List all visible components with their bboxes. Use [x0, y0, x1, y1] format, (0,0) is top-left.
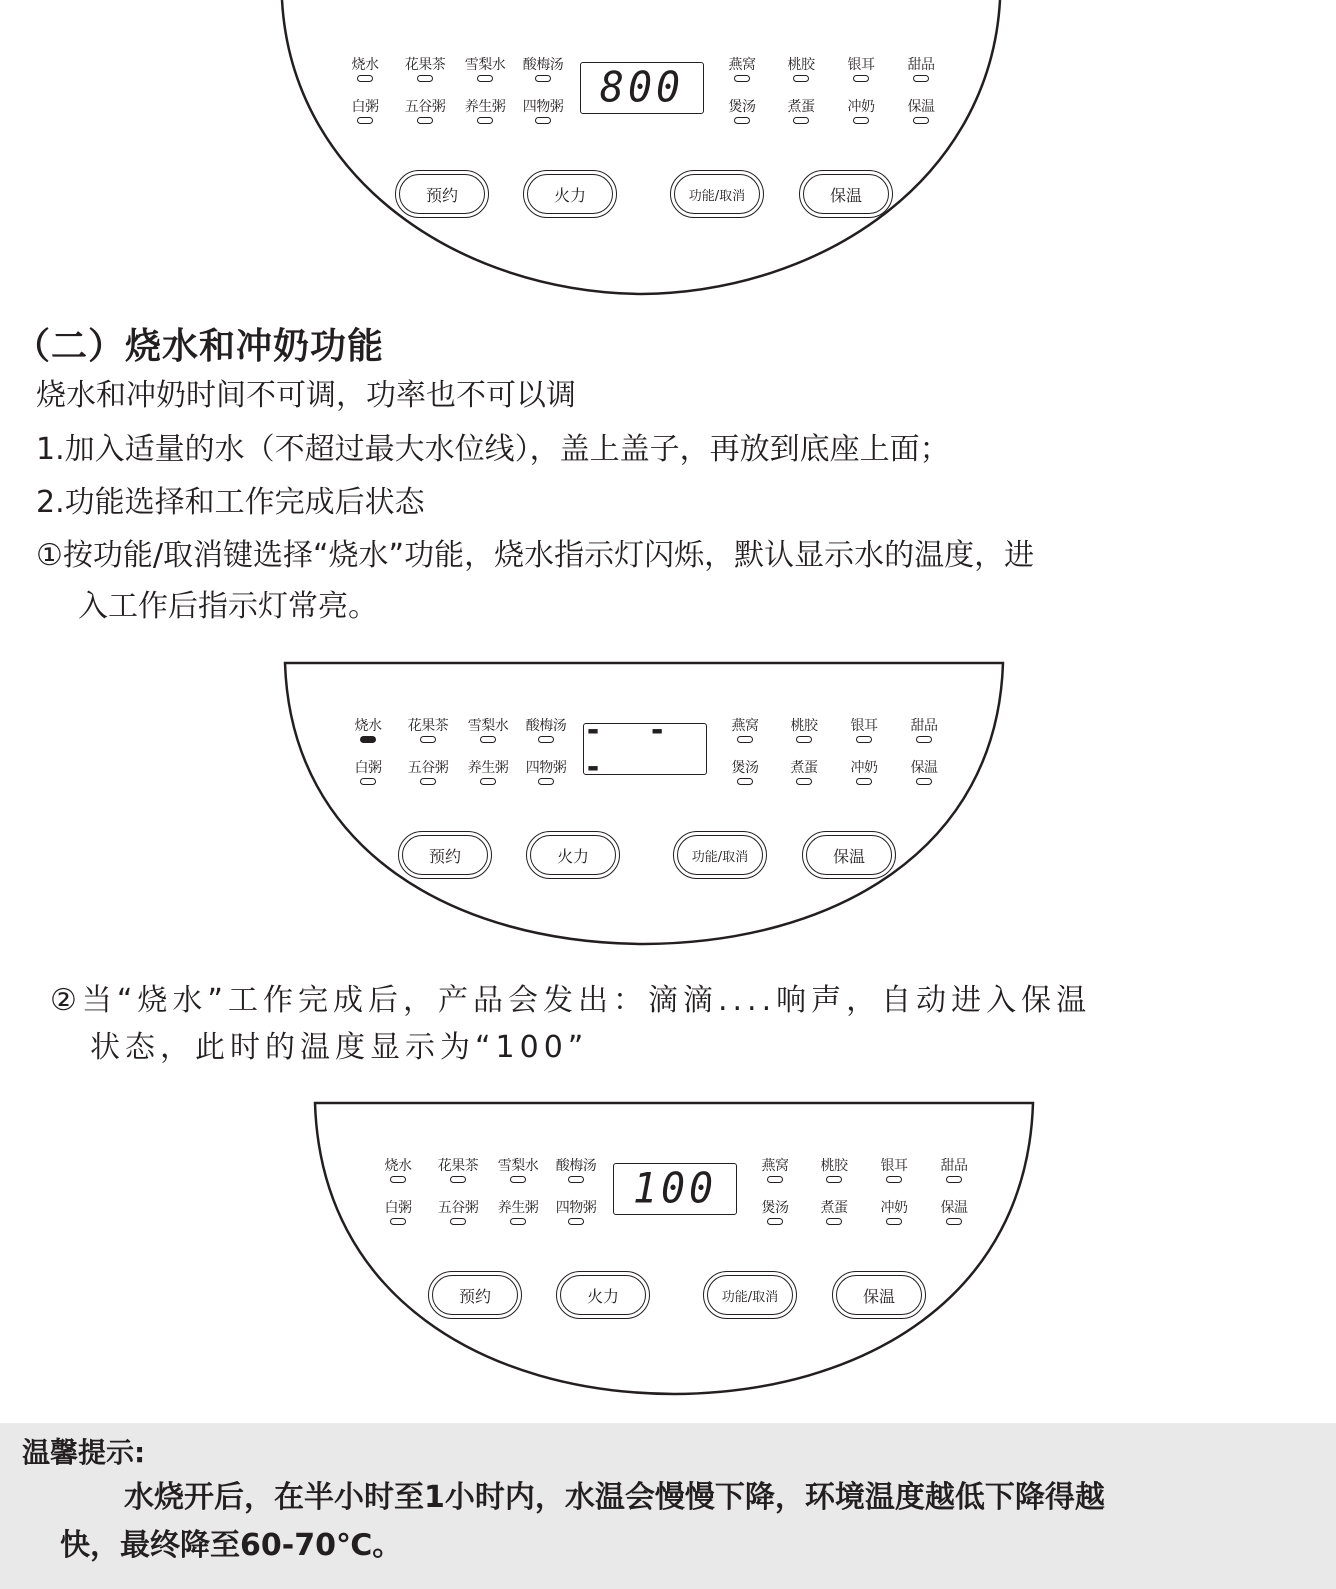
indicator-light — [737, 736, 753, 743]
indicator-label: 白粥 — [351, 99, 379, 115]
indicator-light — [793, 117, 809, 124]
indicator-light — [734, 117, 750, 124]
indicator-酸梅汤 — [541, 1155, 611, 1183]
section-heading: （二）烧水和冲奶功能 — [14, 326, 385, 367]
indicator-light — [737, 778, 753, 785]
indicator-label: 雪梨水 — [467, 718, 509, 734]
indicator-label: 白粥 — [354, 760, 382, 776]
indicator-label: 燕窝 — [761, 1158, 789, 1174]
indicator-label: 银耳 — [847, 57, 875, 73]
indicator-light — [480, 778, 496, 785]
indicator-light — [480, 736, 496, 743]
indicator-light — [767, 1218, 783, 1225]
power-button[interactable]: 火力 — [556, 1271, 650, 1319]
indicator-light — [420, 778, 436, 785]
control-panel-2 — [283, 661, 1005, 946]
power-button[interactable]: 火力 — [526, 831, 620, 879]
indicator-light — [417, 75, 433, 82]
indicator-label: 燕窝 — [728, 57, 756, 73]
reserve-button[interactable]: 预约 — [428, 1271, 522, 1319]
indicator-label: 酸梅汤 — [525, 718, 567, 734]
indicator-light — [450, 1218, 466, 1225]
display-value: 100 — [632, 1164, 718, 1214]
indicator-label: 花果茶 — [404, 57, 446, 73]
indicator-light — [913, 117, 929, 124]
indicator-light — [417, 117, 433, 124]
indicator-light — [793, 75, 809, 82]
indicator-label: 雪梨水 — [464, 57, 506, 73]
sub-step-2-line-2: 状态，此时的温度显示为“100” — [90, 1030, 589, 1065]
indicator-保温 — [886, 96, 956, 124]
indicator-label: 甜品 — [907, 57, 935, 73]
indicator-酸梅汤 — [511, 715, 581, 743]
indicator-light — [886, 1218, 902, 1225]
indicator-light — [796, 778, 812, 785]
indicator-label: 白粥 — [384, 1200, 412, 1216]
indicator-label: 五谷粥 — [437, 1200, 479, 1216]
indicator-light — [477, 117, 493, 124]
indicator-light — [796, 736, 812, 743]
indicator-label: 保温 — [910, 760, 938, 776]
indicator-label: 冲奶 — [847, 99, 875, 115]
indicator-保温 — [889, 757, 959, 785]
indicator-light — [856, 778, 872, 785]
tip-line-1: 水烧开后，在半小时至1小时内，水温会慢慢下降，环境温度越低下降得越 — [124, 1480, 1105, 1515]
sub-step-1-line-1: ①按功能/取消键选择“烧水”功能，烧水指示灯闪烁，默认显示水的温度，进 — [36, 538, 1035, 573]
indicator-甜品 — [886, 54, 956, 82]
indicator-label: 煮蛋 — [787, 99, 815, 115]
indicator-label: 甜品 — [940, 1158, 968, 1174]
indicator-甜品 — [919, 1155, 989, 1183]
control-panel-1 — [280, 0, 1002, 300]
indicator-label: 银耳 — [850, 718, 878, 734]
indicator-light — [826, 1176, 842, 1183]
indicator-label: 四物粥 — [525, 760, 567, 776]
indicator-light — [360, 778, 376, 785]
indicator-light — [946, 1176, 962, 1183]
step-1-text: 1.加入适量的水（不超过最大水位线），盖上盖子，再放到底座上面； — [36, 432, 950, 467]
indicator-light — [510, 1218, 526, 1225]
indicator-light — [420, 736, 436, 743]
digital-display — [613, 1163, 737, 1215]
indicator-light — [477, 75, 493, 82]
indicator-light — [535, 75, 551, 82]
indicator-light — [510, 1176, 526, 1183]
indicator-light — [734, 75, 750, 82]
indicator-light — [390, 1176, 406, 1183]
intro-text: 烧水和冲奶时间不可调，功率也不可以调 — [36, 378, 576, 413]
indicator-label: 银耳 — [880, 1158, 908, 1174]
indicator-light — [886, 1176, 902, 1183]
digital-display — [580, 62, 704, 114]
indicator-light — [450, 1176, 466, 1183]
indicator-light — [826, 1218, 842, 1225]
indicator-label: 养生粥 — [497, 1200, 539, 1216]
indicator-四物粥 — [511, 757, 581, 785]
indicator-label: 桃胶 — [820, 1158, 848, 1174]
indicator-light — [535, 117, 551, 124]
indicator-label: 酸梅汤 — [522, 57, 564, 73]
indicator-label: 煲汤 — [761, 1200, 789, 1216]
indicator-light — [357, 117, 373, 124]
indicator-label: 冲奶 — [850, 760, 878, 776]
indicator-甜品 — [889, 715, 959, 743]
tip-line-2: 快，最终降至60-70℃。 — [60, 1528, 403, 1563]
sub-step-1-line-2: 入工作后指示灯常亮。 — [78, 589, 378, 624]
reserve-button[interactable]: 预约 — [395, 170, 489, 218]
step-2-text: 2.功能选择和工作完成后状态 — [36, 485, 425, 520]
indicator-light — [913, 75, 929, 82]
power-button[interactable]: 火力 — [523, 170, 617, 218]
indicator-label: 五谷粥 — [404, 99, 446, 115]
indicator-light — [538, 778, 554, 785]
indicator-light — [568, 1218, 584, 1225]
function-cancel-button[interactable]: 功能/取消 — [670, 170, 764, 218]
panel-outline — [313, 1101, 1035, 1397]
indicator-light — [916, 778, 932, 785]
indicator-label: 甜品 — [910, 718, 938, 734]
indicator-light — [856, 736, 872, 743]
indicator-label: 燕窝 — [731, 718, 759, 734]
indicator-label: 养生粥 — [467, 760, 509, 776]
indicator-四物粥 — [541, 1197, 611, 1225]
indicator-light — [357, 75, 373, 82]
indicator-label: 煮蛋 — [820, 1200, 848, 1216]
indicator-四物粥 — [508, 96, 578, 124]
indicator-light — [568, 1176, 584, 1183]
reserve-button[interactable]: 预约 — [398, 831, 492, 879]
indicator-label: 桃胶 — [787, 57, 815, 73]
panel-outline — [283, 661, 1005, 946]
indicator-label: 煲汤 — [731, 760, 759, 776]
indicator-label: 花果茶 — [407, 718, 449, 734]
keep-warm-button[interactable]: 保温 — [832, 1271, 926, 1319]
indicator-label: 煲汤 — [728, 99, 756, 115]
indicator-保温 — [919, 1197, 989, 1225]
display-value: - - - — [584, 712, 681, 786]
indicator-label: 桃胶 — [790, 718, 818, 734]
indicator-light — [916, 736, 932, 743]
indicator-label: 四物粥 — [522, 99, 564, 115]
keep-warm-button[interactable]: 保温 — [802, 831, 896, 879]
indicator-light — [946, 1218, 962, 1225]
indicator-light — [360, 736, 376, 743]
indicator-light — [390, 1218, 406, 1225]
keep-warm-button[interactable]: 保温 — [799, 170, 893, 218]
indicator-label: 花果茶 — [437, 1158, 479, 1174]
indicator-酸梅汤 — [508, 54, 578, 82]
display-value: 800 — [599, 63, 685, 113]
indicator-light — [853, 117, 869, 124]
indicator-light — [538, 736, 554, 743]
indicator-label: 酸梅汤 — [555, 1158, 597, 1174]
indicator-label: 保温 — [940, 1200, 968, 1216]
indicator-label: 烧水 — [384, 1158, 412, 1174]
sub-step-2-line-1: ②当“烧水”工作完成后，产品会发出：滴滴....响声，自动进入保温 — [50, 983, 1092, 1018]
control-panel-3 — [313, 1101, 1035, 1397]
indicator-label: 四物粥 — [555, 1200, 597, 1216]
panel-outline — [280, 0, 1002, 300]
indicator-label: 煮蛋 — [790, 760, 818, 776]
tip-title: 温馨提示: — [22, 1436, 146, 1469]
indicator-light — [767, 1176, 783, 1183]
indicator-label: 烧水 — [354, 718, 382, 734]
function-cancel-button[interactable]: 功能/取消 — [673, 831, 767, 879]
indicator-label: 烧水 — [351, 57, 379, 73]
digital-display — [583, 712, 707, 786]
function-cancel-button[interactable]: 功能/取消 — [703, 1271, 797, 1319]
indicator-label: 雪梨水 — [497, 1158, 539, 1174]
indicator-label: 五谷粥 — [407, 760, 449, 776]
indicator-light — [853, 75, 869, 82]
indicator-label: 冲奶 — [880, 1200, 908, 1216]
indicator-label: 养生粥 — [464, 99, 506, 115]
indicator-label: 保温 — [907, 99, 935, 115]
